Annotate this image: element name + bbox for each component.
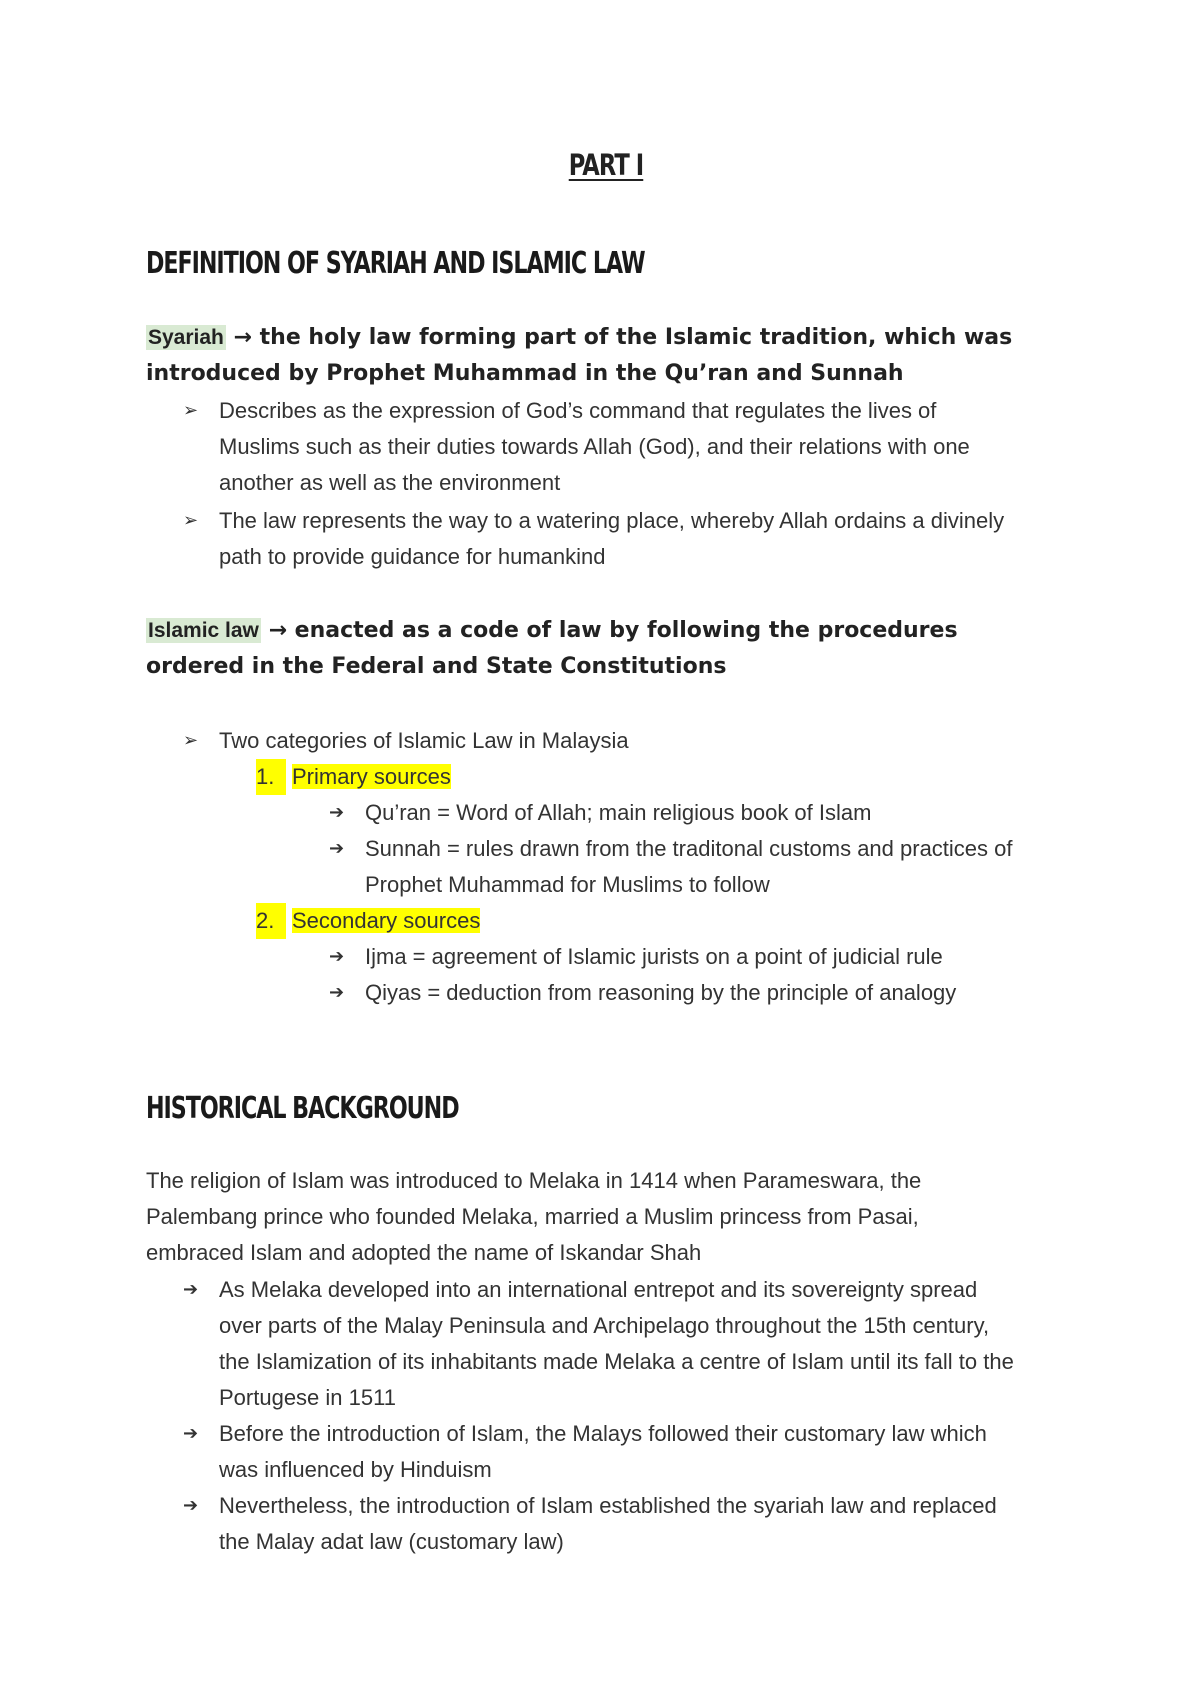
arrow-bullet-icon: ➔	[329, 802, 345, 823]
syariah-definition-text: → the holy law forming part of the Islamic tradition, which was introduced by Prophet Muhammad in the Qu’ran and Sunnah	[146, 325, 1013, 386]
category-secondary-sources	[256, 903, 992, 939]
category-label: Secondary sources	[292, 908, 481, 933]
arrowhead-bullet-icon: ➢	[183, 510, 199, 531]
page-title: PART I	[568, 148, 644, 182]
section-heading-historical: HISTORICAL BACKGROUND	[146, 1091, 459, 1126]
historical-intro: The religion of Islam was introduced to Melaka in 1414 when Parameswara, the Palembang prince who founded Melaka, married a Muslim princess from Pasai, embraced Islam and adopted the name of Iskandar Shah	[146, 1168, 922, 1265]
islamic-law-definition	[146, 613, 1026, 685]
arrow-bullet-icon: ➔	[183, 1279, 199, 1300]
arrow-bullet-icon: ➔	[329, 838, 345, 859]
section-heading-definition: DEFINITION OF SYARIAH AND ISLAMIC LAW	[146, 246, 645, 281]
list-item: ➢ The law represents the way to a watering place, whereby Allah ordains a divinely path to provide guidance for humankind	[219, 503, 1019, 575]
islamic-law-definition-text: → enacted as a code of law by following the procedures ordered in the Federal and State Constitutions	[146, 618, 958, 679]
list-item: ➔ Qu’ran = Word of Allah; main religious book of Islam	[365, 795, 1025, 831]
list-item: ➔ Qiyas = deduction from reasoning by the principle of analogy	[365, 975, 1045, 1011]
arrow-bullet-icon: ➔	[183, 1423, 199, 1444]
category-number: 2.	[256, 903, 286, 939]
category-number: 1.	[256, 759, 286, 795]
arrow-bullet-icon: ➔	[329, 946, 345, 967]
list-item: ➔ As Melaka developed into an international entrepot and its sovereignty spread over parts of the Malay Peninsula and Archipelago throughout the 15th century, the Islamization of its inhabitants made Melaka a centre of Islam until its fall to the Portugese in 1511	[219, 1272, 1019, 1416]
list-item: ➢ Two categories of Islamic Law in Malaysia	[219, 723, 1019, 759]
category-primary-sources	[256, 759, 992, 795]
arrow-bullet-icon: ➔	[183, 1495, 199, 1516]
list-item: ➔ Nevertheless, the introduction of Islam established the syariah law and replaced the Malay adat law (customary law)	[219, 1488, 1019, 1560]
islamic-law-term: Islamic law	[148, 619, 259, 642]
list-item: ➔ Before the introduction of Islam, the Malays followed their customary law which was influenced by Hinduism	[219, 1416, 1019, 1488]
syariah-term: Syariah	[148, 326, 224, 349]
list-item: ➔ Ijma = agreement of Islamic jurists on a point of judicial rule	[365, 939, 1025, 975]
list-item: ➢ Describes as the expression of God’s command that regulates the lives of Muslims such as their duties towards Allah (God), and their relations with one another as well as the environment	[219, 393, 1019, 501]
list-item: ➔ Sunnah = rules drawn from the traditonal customs and practices of Prophet Muhammad for Muslims to follow	[365, 831, 1025, 903]
arrowhead-bullet-icon: ➢	[183, 730, 199, 751]
syariah-definition	[146, 320, 1026, 392]
arrow-bullet-icon: ➔	[329, 982, 345, 1003]
arrowhead-bullet-icon: ➢	[183, 400, 199, 421]
category-label: Primary sources	[292, 764, 451, 789]
